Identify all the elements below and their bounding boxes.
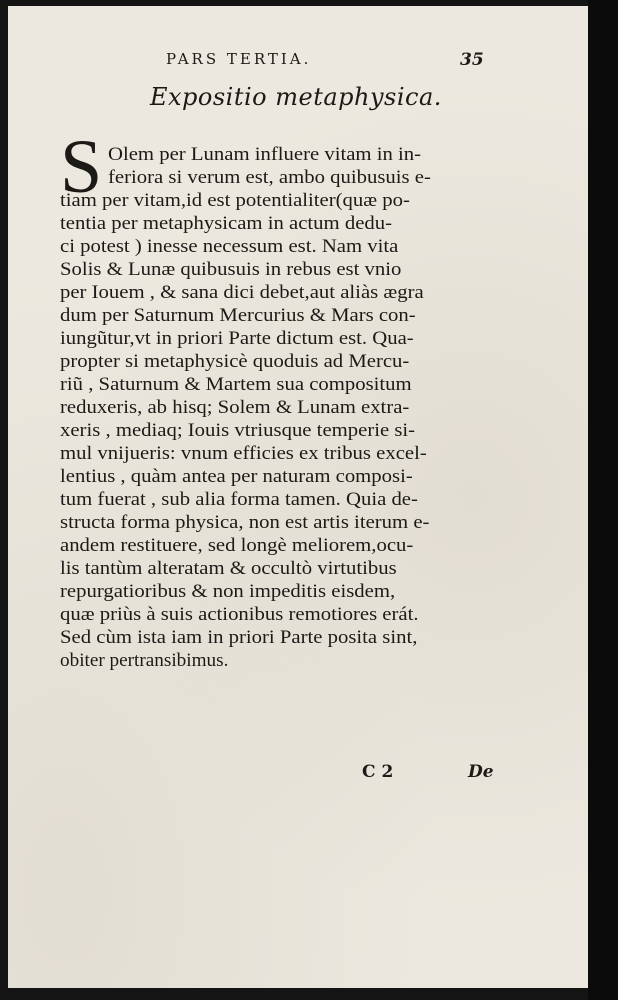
text-line: repurgatioribus & non impeditis eisdem, [60,581,396,602]
section-heading: Expositio metaphysica. [150,83,442,111]
running-head: PARS TERTIA. [166,50,312,68]
text-line: Sed cùm ista iam in priori Parte posita sint, [60,627,418,648]
text-line: riũ , Saturnum & Martem sua compositum [60,374,412,395]
text-line: iungũtur,vt in priori Parte dictum est. Qua- [60,328,414,349]
text-line: xeris , mediaq; Iouis vtriusque temperie si- [60,420,416,441]
text-line: lis tantùm alteratam & occultò virtutibus [60,558,397,579]
text-line: mul vnijueris: vnum efficies ex tribus excel- [60,443,427,464]
signature-mark: C 2 [362,762,394,782]
scan-border [588,0,618,1000]
body-text [60,143,490,672]
drop-cap-initial: S [60,125,103,209]
text-line: dum per Saturnum Mercurius & Mars con- [60,305,416,326]
text-line: structa forma physica, non est artis iterum e- [60,512,430,533]
text-line: feriora si verum est, ambo quibusuis e- [108,167,431,188]
text-line: tum fuerat , sub alia forma tamen. Quia de- [60,489,418,510]
catchword: De [468,762,494,782]
book-page [8,6,588,988]
text-line: lentius , quàm antea per naturam composi- [60,466,413,487]
text-line: quæ priùs à suis actionibus remotiores erát. [60,604,419,625]
text-line: tentia per metaphysicam in actum dedu- [60,213,393,234]
text-line: obiter pertransibimus. [60,650,229,671]
text-line: ci potest ) inesse necessum est. Nam vita [60,236,399,257]
text-line: propter si metaphysicè quoduis ad Mercu- [60,351,410,372]
text-line: Olem per Lunam influere vitam in in- [108,144,422,165]
text-line: per Iouem , & sana dici debet,aut aliàs ægra [60,282,424,303]
page-number: 35 [460,50,484,70]
text-line: andem restituere, sed longè meliorem,ocu- [60,535,414,556]
text-line: tiam per vitam,id est potentialiter(quæ po- [60,190,410,211]
text-line: reduxeris, ab hisq; Solem & Lunam extra- [60,397,410,418]
text-line: Solis & Lunæ quibusuis in rebus est vnio [60,259,402,280]
